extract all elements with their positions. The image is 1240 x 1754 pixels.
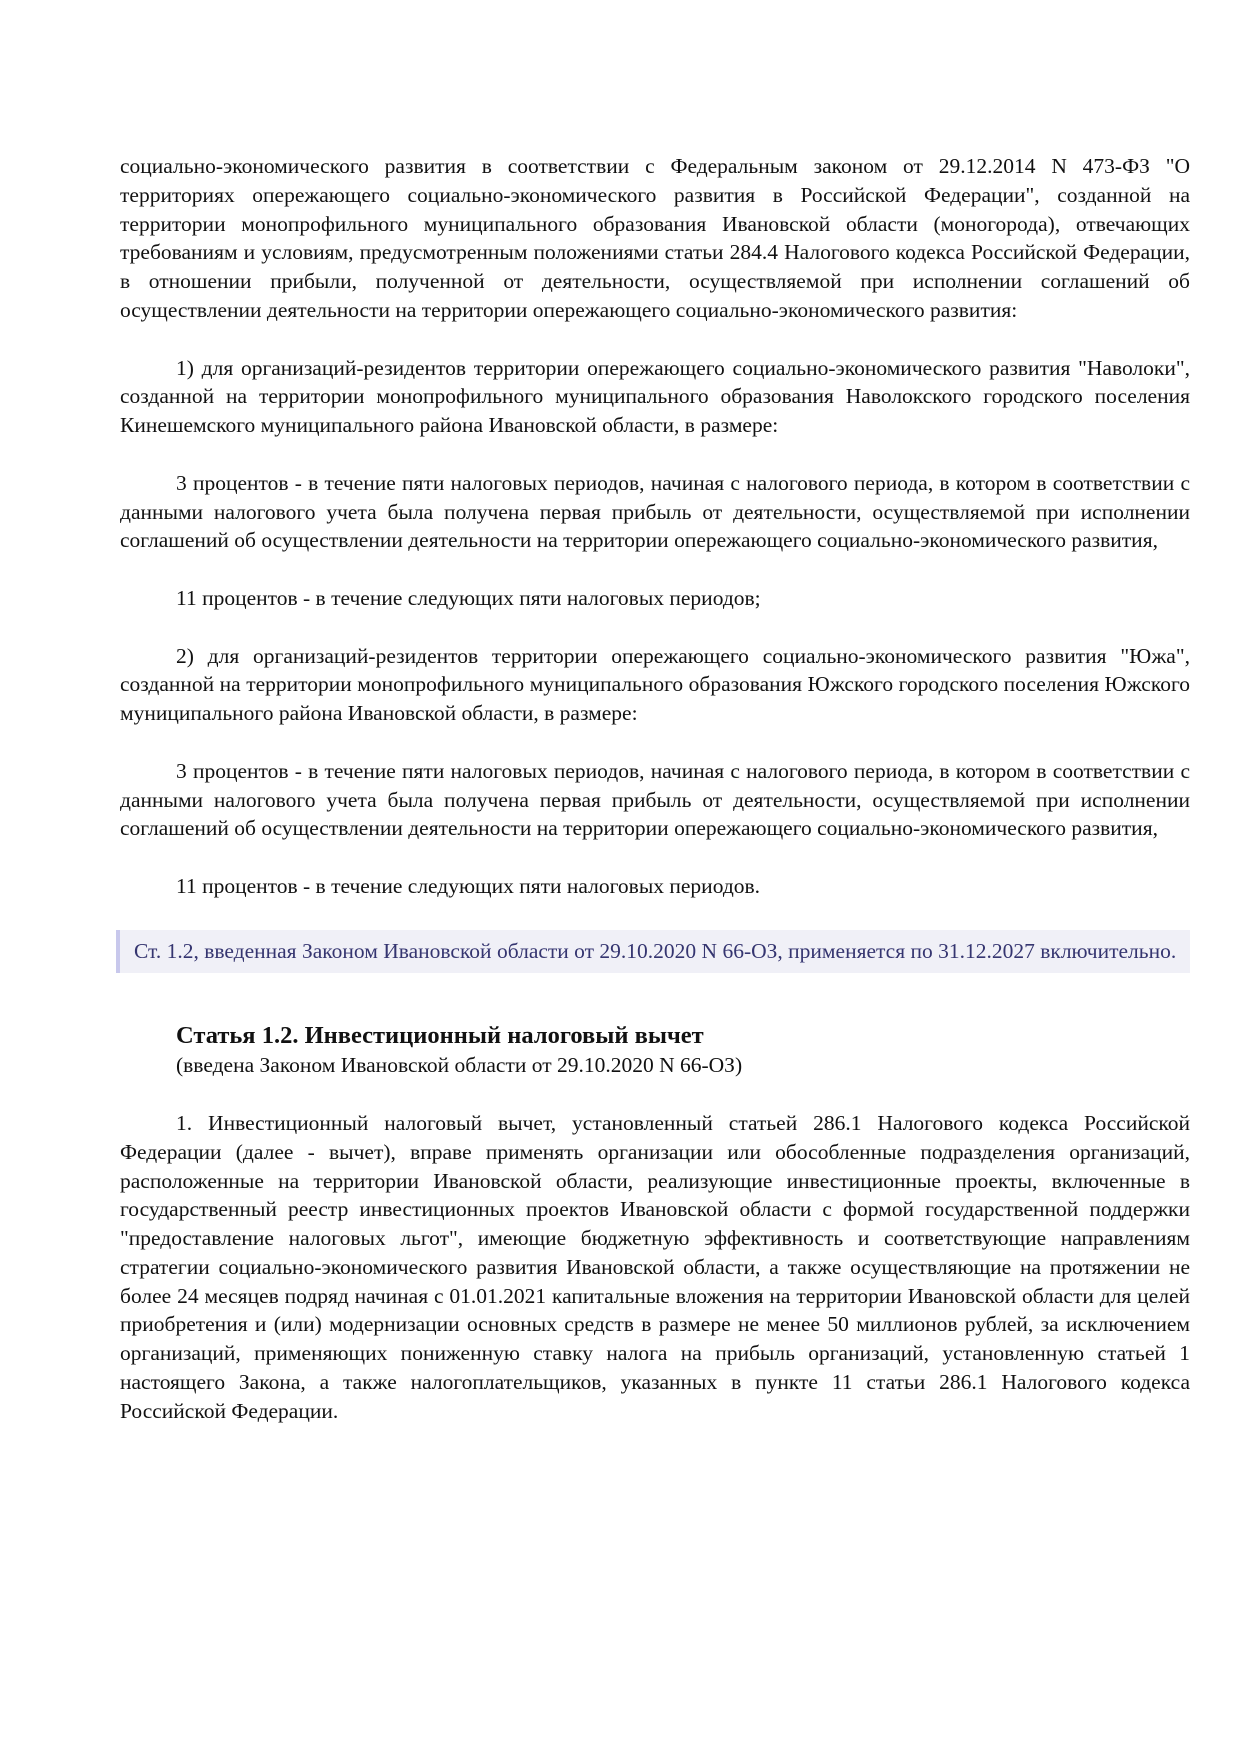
paragraph: 2) для организаций-резидентов территории опережающего социально-экономического развития "Южа", созданной на территории монопрофильного муниципального образования Южского городского поселения Южского муниципального района Ивановской области, в размере: — [120, 643, 1190, 726]
paragraph: 1. Инвестиционный налоговый вычет, установленный статьей 286.1 Налогового кодекса Российской Федерации (далее - вычет), вправе применять организации или обособленные подразделения организаций, расположенные на территории Ивановской области, реализующие инвестиционные проекты, включенные в государственный реестр инвестиционных проектов Ивановской области с формой государственной поддержки "предоставление налоговых льгот", имеющие бюджетную эффективность и соответствующие направлениям стратегии социально-экономического развития Ивановской области, а также осуществляющие на протяжении не более 24 месяцев подряд начиная с 01.01.2021 капитальные вложения на территории Ивановской области для целей приобретения и (или) модернизации основных средств в размере не менее 50 миллионов рублей, за исключением организаций, применяющих пониженную ставку налога на прибыль организаций, установленную статьей 1 настоящего Закона, а также налогоплательщиков, указанных в пункте 11 статьи 286.1 Налогового кодекса Российской Федерации. — [120, 1110, 1190, 1423]
paragraph: 11 процентов - в течение следующих пяти налоговых периодов; — [176, 585, 761, 610]
paragraph: социально-экономического развития в соответствии с Федеральным законом от 29.12.2014 N 473-ФЗ "О территориях опережающего социально-экономического развития в Российской Федерации", созданной на территории монопрофильного муниципального образования Ивановской области (моногорода), отвечающих требованиям и условиям, предусмотренным положениями статьи 284.4 Налогового кодекса Российской Федерации, в отношении прибыли, полученной от деятельности, осуществляемой при исполнении соглашений об осуществлении деятельности на территории опережающего социально-экономического развития: — [120, 154, 1190, 322]
applicability-note: Ст. 1.2, введенная Законом Ивановской области от 29.10.2020 N 66-ОЗ, применяется по 31.12.2027 включительно. — [116, 930, 1190, 974]
paragraph: 1) для организаций-резидентов территории опережающего социально-экономического развития "Наволоки", созданной на территории монопрофильного муниципального образования Наволокского городского поселения Кинешемского муниципального района Ивановской области, в размере: — [120, 355, 1190, 438]
paragraph: 3 процентов - в течение пяти налоговых периодов, начиная с налогового периода, в котором в соответствии с данными налогового учета была получена первая прибыль от деятельности, осуществляемой при исполнении соглашений об осуществлении деятельности на территории опережающего социально-экономического развития, — [120, 470, 1190, 553]
article-subtitle: (введена Законом Ивановской области от 29.10.2020 N 66-ОЗ) — [176, 1053, 743, 1078]
article-title: Статья 1.2. Инвестиционный налоговый вычет — [176, 1022, 704, 1050]
paragraph: 11 процентов - в течение следующих пяти налоговых периодов. — [176, 873, 761, 898]
document-page — [120, 152, 1190, 1454]
paragraph: 3 процентов - в течение пяти налоговых периодов, начиная с налогового периода, в котором в соответствии с данными налогового учета была получена первая прибыль от деятельности, осуществляемой при исполнении соглашений об осуществлении деятельности на территории опережающего социально-экономического развития, — [120, 758, 1190, 841]
